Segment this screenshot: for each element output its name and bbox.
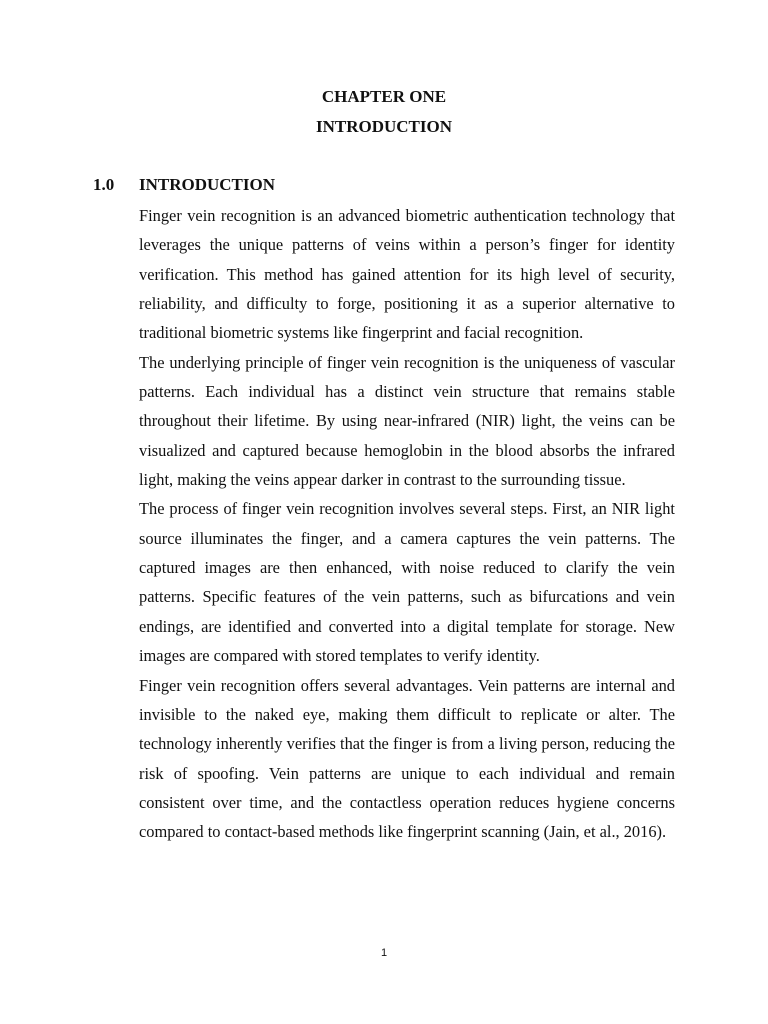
paragraph-2: The underlying principle of finger vein recognition is the uniqueness of vascular patterns. Each individual has a distinct vein structure that remains stable throughout their lifetime. By using near-infrared (NIR) light, the veins can be visualized and captured because hemoglobin in the blood absorbs the infrared light, making the veins appear darker in contrast to the surrounding tissue.	[139, 352, 675, 490]
body-text	[139, 201, 675, 847]
paragraph-4: Finger vein recognition offers several advantages. Vein patterns are internal and invisible to the naked eye, making them difficult to replicate or alter. The technology inherently verifies that the finger is from a living person, reducing the risk of spoofing. Vein patterns are unique to each individual and remain consistent over time, and the contactless operation reduces hygiene concerns compared to contact-based methods like fingerprint scanning (Jain, et al., 2016).	[139, 675, 675, 842]
paragraph-3: The process of finger vein recognition involves several steps. First, an NIR light source illuminates the finger, and a camera captures the vein patterns. The captured images are then enhanced, with noise reduced to clarify the vein patterns. Specific features of the vein patterns, such as bifurcations and vein endings, are identified and converted into a digital template for storage. New images are compared with stored templates to verify identity.	[139, 499, 675, 666]
section-heading	[93, 175, 275, 195]
chapter-title: CHAPTER ONE	[321, 87, 447, 106]
page-number: 1	[380, 947, 388, 959]
section-number: 1.0	[93, 175, 115, 194]
chapter-subtitle: INTRODUCTION	[315, 117, 453, 136]
paragraph-1: Finger vein recognition is an advanced biometric authentication technology that leverages the unique patterns of veins within a person’s finger for identity verification. This method has gained attention for its high level of security, reliability, and difficulty to forge, positioning it as a superior alternative to traditional biometric systems like fingerprint and facial recognition.	[139, 206, 675, 343]
section-title: INTRODUCTION	[139, 175, 276, 194]
